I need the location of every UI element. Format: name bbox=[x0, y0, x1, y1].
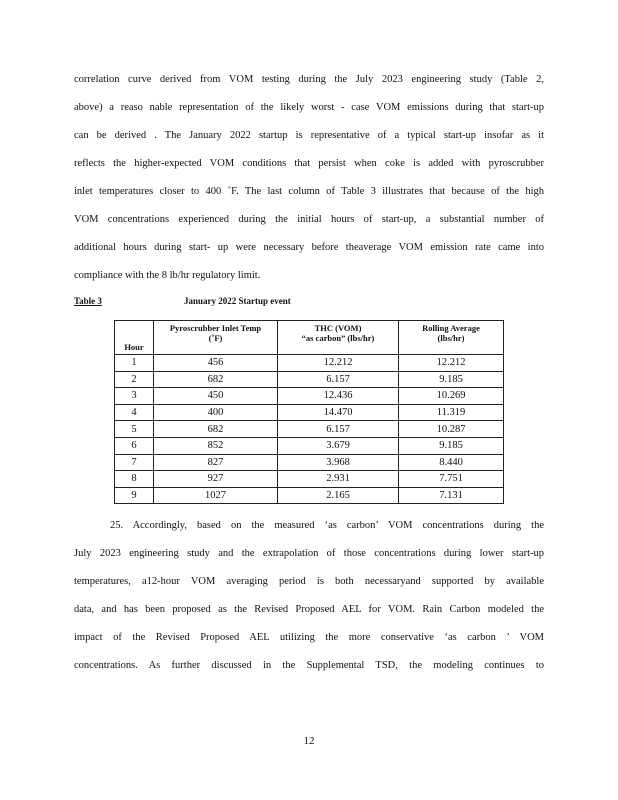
cell-temp: 400 bbox=[154, 404, 278, 421]
cell-temp: 682 bbox=[154, 371, 278, 388]
cell-avg: 9.185 bbox=[399, 437, 504, 454]
paragraph-line: above) a reaso nable representation of the likely worst - case VOM emissions during that start-up bbox=[74, 102, 544, 113]
paragraph-line: July 2023 engineering study and the extrapolation of those concentrations during lower start-up bbox=[74, 548, 544, 559]
cell-temp: 682 bbox=[154, 421, 278, 438]
cell-thc: 3.968 bbox=[278, 454, 399, 471]
cell-temp: 827 bbox=[154, 454, 278, 471]
paragraph-line bbox=[74, 519, 544, 533]
cell-hour: 4 bbox=[115, 404, 154, 421]
table-label: Table 3 bbox=[74, 296, 102, 306]
cell-hour: 9 bbox=[115, 487, 154, 504]
cell-thc: 3.679 bbox=[278, 437, 399, 454]
paragraph-line: correlation curve derived from VOM testing during the July 2023 engineering study (Table 2, bbox=[74, 74, 544, 85]
cell-hour: 6 bbox=[115, 437, 154, 454]
cell-thc: 14.470 bbox=[278, 404, 399, 421]
cell-thc: 2.931 bbox=[278, 471, 399, 488]
table-title: January 2022 Startup event bbox=[184, 296, 291, 306]
table-row bbox=[115, 471, 504, 488]
cell-thc: 2.165 bbox=[278, 487, 399, 504]
cell-thc: 6.157 bbox=[278, 421, 399, 438]
header-temp-line2: (˚F) bbox=[208, 333, 223, 343]
startup-table bbox=[114, 320, 504, 504]
table-row bbox=[115, 355, 504, 372]
cell-temp: 456 bbox=[154, 355, 278, 372]
paragraph-line: reflects the higher-expected VOM conditions that persist when coke is added with pyroscrubber bbox=[74, 158, 544, 169]
cell-avg: 9.185 bbox=[399, 371, 504, 388]
cell-hour: 7 bbox=[115, 454, 154, 471]
header-rolling-average bbox=[399, 321, 504, 355]
paragraph-line: compliance with the 8 lb/hr regulatory limit. bbox=[74, 270, 261, 281]
paragraph-line: inlet temperatures closer to 400 ˚F. The last column of Table 3 illustrates that because of the high bbox=[74, 186, 544, 197]
table-row bbox=[115, 487, 504, 504]
header-thc-line2: “as carbon” (lbs/hr) bbox=[301, 333, 375, 343]
cell-avg: 8.440 bbox=[399, 454, 504, 471]
paragraph-line: temperatures, a12-hour VOM averaging period is both necessaryand supported by available bbox=[74, 576, 544, 587]
paragraph-line: can be derived . The January 2022 startup is representative of a typical start-up insofar as it bbox=[74, 130, 544, 141]
table-row bbox=[115, 404, 504, 421]
cell-avg: 10.287 bbox=[399, 421, 504, 438]
table-row bbox=[115, 421, 504, 438]
cell-temp: 852 bbox=[154, 437, 278, 454]
header-avg-line2: (lbs/hr) bbox=[437, 333, 465, 343]
cell-hour: 8 bbox=[115, 471, 154, 488]
cell-avg: 10.269 bbox=[399, 388, 504, 405]
cell-thc: 6.157 bbox=[278, 371, 399, 388]
cell-avg: 7.751 bbox=[399, 471, 504, 488]
cell-hour: 5 bbox=[115, 421, 154, 438]
table-row bbox=[115, 454, 504, 471]
header-temp-line1: Pyroscrubber Inlet Temp bbox=[169, 323, 262, 333]
cell-hour: 2 bbox=[115, 371, 154, 388]
header-hour: Hour bbox=[115, 321, 154, 355]
paragraph-line: concentrations. As further discussed in the Supplemental TSD, the modeling continues to bbox=[74, 660, 544, 671]
cell-thc: 12.212 bbox=[278, 355, 399, 372]
paragraph-line: VOM concentrations experienced during the initial hours of start-up, a substantial number of bbox=[74, 214, 544, 225]
header-avg-line1: Rolling Average bbox=[422, 323, 480, 333]
table-row bbox=[115, 371, 504, 388]
paragraph-line: additional hours during start- up were necessary before theaverage VOM emission rate came into bbox=[74, 242, 544, 253]
paragraph-line: data, and has been proposed as the Revised Proposed AEL for VOM. Rain Carbon modeled the bbox=[74, 604, 544, 615]
header-temp bbox=[154, 321, 278, 355]
page-number: 12 bbox=[303, 735, 315, 747]
header-thc bbox=[278, 321, 399, 355]
cell-avg: 7.131 bbox=[399, 487, 504, 504]
cell-hour: 3 bbox=[115, 388, 154, 405]
cell-avg: 12.212 bbox=[399, 355, 504, 372]
table-row bbox=[115, 388, 504, 405]
table-header-row bbox=[115, 321, 504, 355]
cell-hour: 1 bbox=[115, 355, 154, 372]
cell-thc: 12.436 bbox=[278, 388, 399, 405]
cell-avg: 11.319 bbox=[399, 404, 504, 421]
cell-temp: 1027 bbox=[154, 487, 278, 504]
table-row bbox=[115, 437, 504, 454]
paragraph-25-line: 25. Accordingly, based on the measured ‘as carbon’ VOM concentrations during the bbox=[110, 520, 544, 531]
table-caption bbox=[74, 296, 374, 310]
cell-temp: 450 bbox=[154, 388, 278, 405]
cell-temp: 927 bbox=[154, 471, 278, 488]
header-thc-line1: THC (VOM) bbox=[314, 323, 362, 333]
paragraph-line: impact of the Revised Proposed AEL utilizing the more conservative ‘as carbon ’ VOM bbox=[74, 632, 544, 643]
